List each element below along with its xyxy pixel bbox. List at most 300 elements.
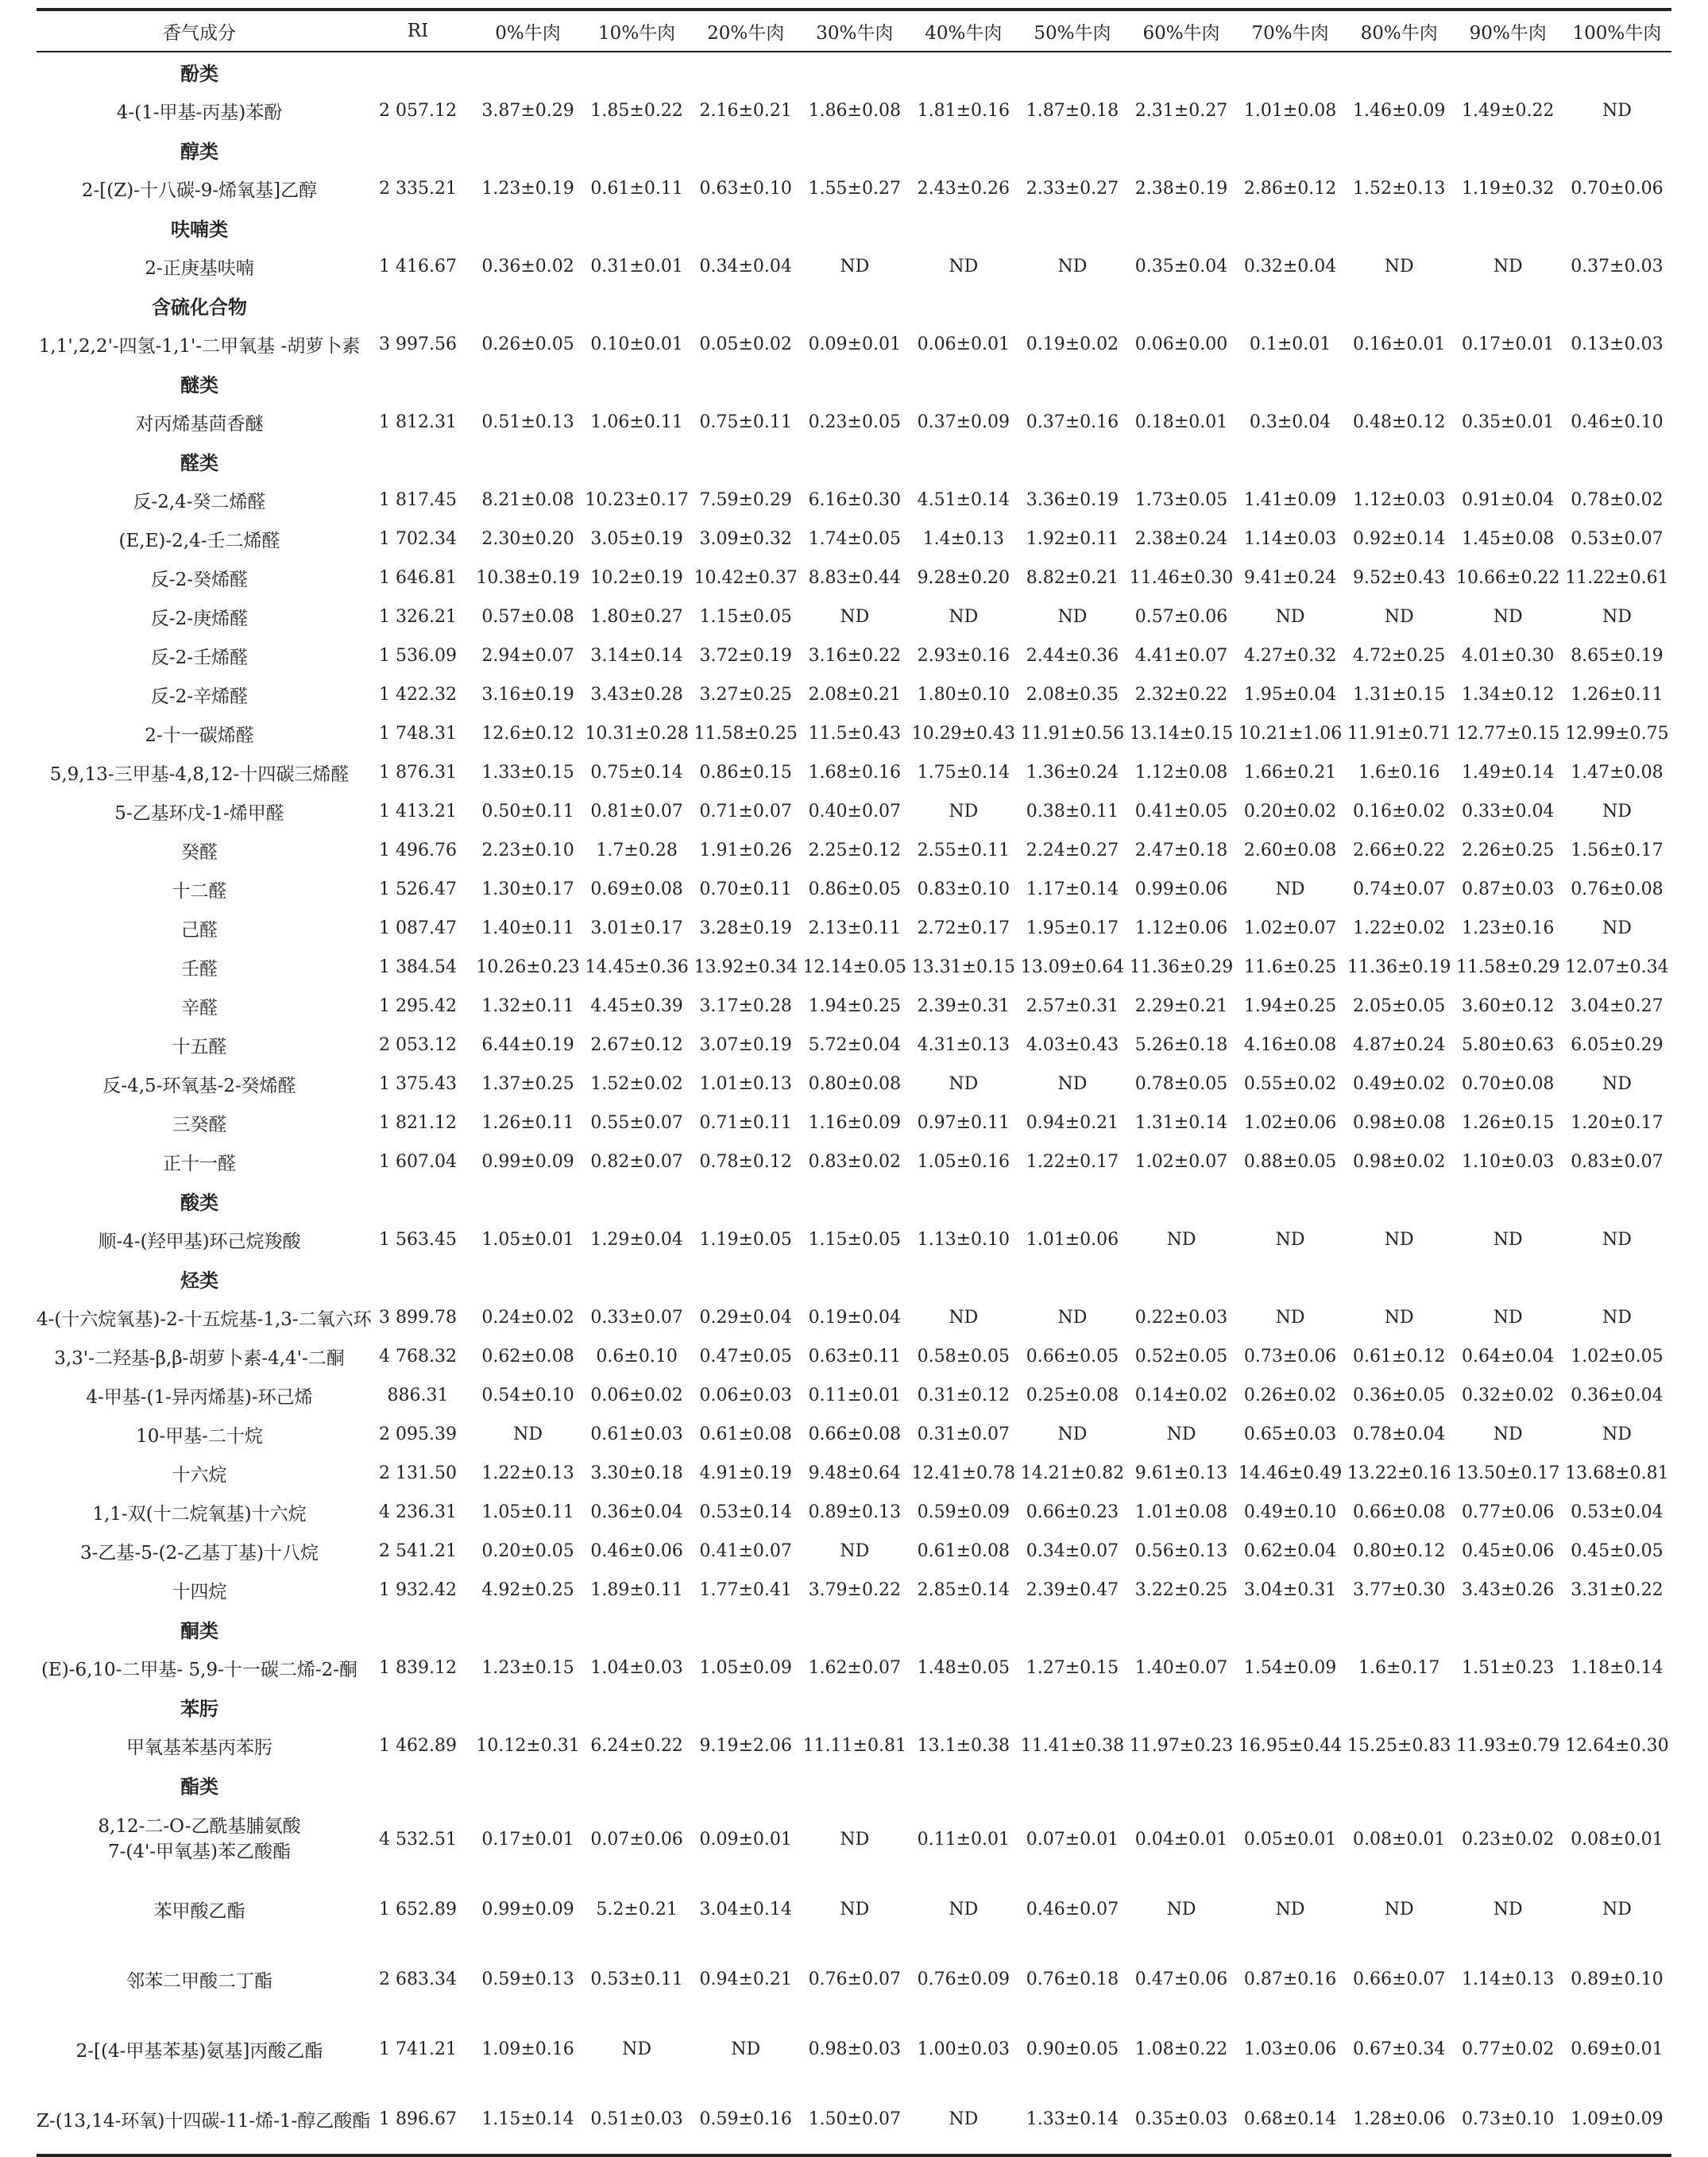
- concentration-cell: 0.76±0.08: [1571, 879, 1664, 899]
- empty-cell: [1563, 364, 1671, 403]
- category-label: 醇类: [180, 140, 218, 163]
- table-row: [37, 520, 1671, 559]
- concentration-cell: 1.81±0.16: [917, 101, 1011, 121]
- concentration-cell: 1.22±0.17: [1026, 1152, 1119, 1172]
- table-row: [37, 1532, 1671, 1571]
- empty-cell: [1126, 1181, 1235, 1220]
- concentration-cell: 8.83±0.44: [808, 568, 901, 588]
- ri-value: 2 541.21: [379, 1541, 457, 1561]
- table-row: [37, 1454, 1671, 1493]
- empty-cell: [362, 208, 473, 247]
- concentration-cell: ND: [1602, 101, 1632, 121]
- concentration-cell: 11.6±0.25: [1243, 957, 1337, 977]
- col-header-beef-70: 70%牛肉: [1236, 10, 1345, 52]
- category-row: [37, 286, 1671, 325]
- concentration-cell: ND: [840, 1899, 870, 1919]
- concentration-cell: 0.99±0.09: [481, 1152, 574, 1172]
- empty-cell: [1236, 130, 1345, 169]
- concentration-cell: 0.74±0.07: [1352, 879, 1446, 899]
- table-row: [37, 870, 1671, 909]
- concentration-cell: 8.21±0.08: [481, 490, 574, 510]
- ri-value: 1 295.42: [379, 996, 457, 1016]
- concentration-cell: 0.04±0.01: [1134, 1829, 1228, 1850]
- empty-cell: [1126, 130, 1235, 169]
- concentration-cell: ND: [1057, 1074, 1088, 1094]
- empty-cell: [1454, 1687, 1563, 1726]
- empty-cell: [1454, 442, 1563, 481]
- category-label: 醛类: [180, 451, 218, 474]
- concentration-cell: 0.19±0.04: [808, 1308, 901, 1328]
- col-header-beef-60: 60%牛肉: [1126, 10, 1235, 52]
- ri-value: 1 741.21: [379, 2039, 457, 2059]
- empty-cell: [1126, 442, 1235, 481]
- concentration-cell: 0.29±0.04: [699, 1308, 792, 1328]
- concentration-cell: 0.37±0.03: [1571, 257, 1664, 276]
- concentration-cell: 0.87±0.03: [1462, 879, 1555, 899]
- empty-cell: [1236, 1259, 1345, 1298]
- concentration-cell: 0.36±0.02: [481, 257, 574, 276]
- ri-value: 1 384.54: [379, 957, 457, 977]
- empty-cell: [909, 1610, 1018, 1649]
- concentration-cell: 0.09±0.01: [808, 334, 901, 354]
- concentration-cell: 0.66±0.23: [1026, 1502, 1119, 1522]
- empty-cell: [1563, 1259, 1671, 1298]
- category-row: [37, 364, 1671, 403]
- empty-cell: [1236, 52, 1345, 91]
- concentration-cell: ND: [1166, 1230, 1196, 1250]
- concentration-cell: 0.89±0.13: [808, 1502, 901, 1522]
- compound-name: 反-2,4-癸二烯醛: [133, 492, 266, 512]
- concentration-cell: 1.01±0.08: [1134, 1502, 1228, 1522]
- concentration-cell: 0.77±0.02: [1462, 2039, 1555, 2059]
- concentration-cell: 2.26±0.25: [1462, 841, 1555, 860]
- concentration-cell: 0.59±0.09: [917, 1502, 1011, 1522]
- concentration-cell: ND: [949, 257, 979, 276]
- col-header-beef-30: 30%牛肉: [800, 10, 909, 52]
- concentration-cell: 0.78±0.04: [1352, 1424, 1446, 1444]
- empty-cell: [691, 130, 800, 169]
- empty-cell: [1236, 364, 1345, 403]
- concentration-cell: 10.23±0.17: [585, 490, 689, 510]
- concentration-cell: ND: [1602, 1424, 1632, 1444]
- ri-value: 886.31: [387, 1386, 449, 1405]
- concentration-cell: 1.56±0.17: [1571, 841, 1664, 860]
- ri-value: 1 896.67: [362, 2084, 473, 2155]
- concentration-cell: ND: [1602, 1074, 1632, 1094]
- compound-name: 反-2-壬烯醛: [150, 647, 249, 668]
- concentration-cell: 2.66±0.22: [1352, 841, 1446, 860]
- concentration-cell: 3.04±0.27: [1571, 996, 1664, 1016]
- concentration-cell: 0.73±0.10: [1454, 2084, 1563, 2155]
- empty-cell: [800, 1765, 909, 1804]
- concentration-cell: 3.31±0.22: [1571, 1580, 1664, 1600]
- concentration-cell: 0.70±0.06: [1571, 179, 1664, 199]
- concentration-cell: 0.76±0.09: [917, 1969, 1011, 1989]
- category-row: [37, 1181, 1671, 1220]
- concentration-cell: 11.5±0.43: [808, 724, 901, 744]
- concentration-cell: 0.34±0.07: [1026, 1541, 1119, 1561]
- empty-cell: [362, 1765, 473, 1804]
- ri-value: 2 131.50: [379, 1463, 457, 1483]
- table-row: [37, 2084, 1671, 2155]
- concentration-cell: 3.87±0.29: [481, 101, 574, 121]
- category-row: [37, 1610, 1671, 1649]
- ri-value: 1 652.89: [379, 1899, 457, 1919]
- ri-value: 1 839.12: [379, 1658, 457, 1678]
- ri-value: 4 768.32: [379, 1347, 457, 1366]
- concentration-cell: 3.09±0.32: [699, 529, 792, 549]
- empty-cell: [582, 130, 691, 169]
- concentration-cell: 1.41±0.09: [1243, 490, 1337, 510]
- compound-name: Z-(13,14-环氧)十四碳-11-烯-1-醇乙酸酯: [37, 2084, 362, 2155]
- concentration-cell: 1.49±0.22: [1462, 101, 1555, 121]
- compound-name: 3,3'-二羟基-β,β-胡萝卜素-4,4'-二酮: [54, 1348, 345, 1369]
- empty-cell: [473, 364, 582, 403]
- concentration-cell: 2.60±0.08: [1243, 841, 1337, 860]
- concentration-cell: 0.48±0.12: [1352, 412, 1446, 432]
- empty-cell: [1018, 1687, 1126, 1726]
- ri-value: 1 496.76: [379, 841, 457, 860]
- concentration-cell: 9.52±0.43: [1352, 568, 1446, 588]
- concentration-cell: 0.38±0.11: [1026, 802, 1119, 821]
- concentration-cell: 1.26±0.15: [1462, 1113, 1555, 1133]
- empty-cell: [1236, 1765, 1345, 1804]
- empty-cell: [582, 1765, 691, 1804]
- table-row: [37, 1298, 1671, 1337]
- concentration-cell: 0.66±0.05: [1026, 1347, 1119, 1366]
- concentration-cell: 0.18±0.01: [1134, 412, 1228, 432]
- table-row: [37, 675, 1671, 714]
- table-row: [37, 1874, 1671, 1944]
- concentration-cell: 2.93±0.16: [917, 646, 1011, 666]
- empty-cell: [473, 286, 582, 325]
- concentration-cell: 6.24±0.22: [590, 1736, 683, 1756]
- compound-name: 4-甲基-(1-异丙烯基)-环己烯: [86, 1387, 313, 1408]
- concentration-cell: 11.36±0.19: [1347, 957, 1451, 977]
- concentration-cell: 2.72±0.17: [917, 918, 1011, 938]
- compound-name-line-2: 7-(4'-甲氧基)苯乙酸酯: [107, 1842, 292, 1862]
- concentration-cell: 1.95±0.04: [1243, 685, 1337, 705]
- concentration-cell: 11.91±0.56: [1020, 724, 1125, 744]
- concentration-cell: 7.59±0.29: [699, 490, 792, 510]
- concentration-cell: 0.05±0.01: [1243, 1829, 1337, 1850]
- concentration-cell: 1.31±0.14: [1134, 1113, 1228, 1133]
- concentration-cell: ND: [1493, 1308, 1523, 1328]
- concentration-cell: 9.41±0.24: [1243, 568, 1337, 588]
- concentration-cell: ND: [1602, 1308, 1632, 1328]
- concentration-cell: 1.05±0.09: [699, 1658, 792, 1678]
- empty-cell: [473, 1181, 582, 1220]
- concentration-cell: 2.13±0.11: [808, 918, 901, 938]
- compound-name: 5,9,13-三甲基-4,8,12-十四碳三烯醛: [49, 764, 350, 785]
- concentration-cell: 8.82±0.21: [1026, 568, 1119, 588]
- empty-cell: [800, 1687, 909, 1726]
- concentration-cell: 0.94±0.21: [699, 1969, 792, 1989]
- concentration-cell: 1.47±0.08: [1571, 763, 1664, 783]
- empty-cell: [582, 1259, 691, 1298]
- compound-name: 反-2-庚烯醛: [150, 609, 249, 629]
- concentration-cell: 8.65±0.19: [1571, 646, 1664, 666]
- concentration-cell: 0.66±0.08: [808, 1424, 901, 1444]
- concentration-cell: ND: [1493, 1230, 1523, 1250]
- compound-name: 1,1-双(十二烷氧基)十六烷: [92, 1504, 307, 1525]
- empty-cell: [1345, 1687, 1454, 1726]
- table-row: [37, 1649, 1671, 1687]
- empty-cell: [473, 130, 582, 169]
- empty-cell: [362, 286, 473, 325]
- concentration-cell: 0.40±0.07: [808, 802, 901, 821]
- concentration-cell: 1.95±0.17: [1026, 918, 1119, 938]
- compound-name: 4-(十六烷氧基)-2-十五烷基-1,3-二氧六环: [37, 1309, 372, 1330]
- concentration-cell: ND: [949, 1074, 979, 1094]
- concentration-cell: ND: [909, 2084, 1018, 2155]
- concentration-cell: 1.85±0.22: [590, 101, 683, 121]
- concentration-cell: 0.36±0.04: [1571, 1386, 1664, 1405]
- concentration-cell: 1.28±0.06: [1345, 2084, 1454, 2155]
- concentration-cell: 1.12±0.08: [1134, 763, 1228, 783]
- concentration-cell: 1.23±0.16: [1462, 918, 1555, 938]
- concentration-cell: 12.77±0.15: [1456, 724, 1560, 744]
- compound-name: 10-甲基-二十烷: [136, 1426, 263, 1447]
- concentration-cell: ND: [949, 802, 979, 821]
- concentration-cell: 1.15±0.05: [699, 607, 792, 627]
- concentration-cell: 0.24±0.02: [481, 1308, 574, 1328]
- ri-value: 1 646.81: [379, 568, 457, 588]
- concentration-cell: 2.38±0.19: [1134, 179, 1228, 199]
- concentration-cell: 1.66±0.21: [1243, 763, 1337, 783]
- concentration-cell: 1.49±0.14: [1462, 763, 1555, 783]
- compound-name: 对丙烯基茴香醚: [135, 414, 264, 435]
- concentration-cell: ND: [1602, 607, 1632, 627]
- ri-value: 4 532.51: [379, 1829, 457, 1850]
- concentration-cell: 1.06±0.11: [590, 412, 683, 432]
- concentration-cell: 0.83±0.07: [1571, 1152, 1664, 1172]
- concentration-cell: 1.7±0.28: [596, 841, 678, 860]
- concentration-cell: 11.41±0.38: [1020, 1736, 1125, 1756]
- compound-name: 己醛: [181, 920, 218, 941]
- empty-cell: [582, 1610, 691, 1649]
- concentration-cell: 0.63±0.11: [808, 1347, 901, 1366]
- concentration-cell: 1.23±0.19: [481, 179, 574, 199]
- concentration-cell: 0.19±0.02: [1026, 334, 1119, 354]
- concentration-cell: ND: [1602, 1230, 1632, 1250]
- concentration-cell: 14.46±0.49: [1238, 1463, 1343, 1483]
- concentration-cell: 0.08±0.01: [1352, 1829, 1446, 1850]
- concentration-cell: 1.22±0.02: [1352, 918, 1446, 938]
- concentration-cell: ND: [513, 1424, 543, 1444]
- empty-cell: [1126, 364, 1235, 403]
- col-header-ri: RI: [362, 10, 473, 52]
- concentration-cell: 0.37±0.16: [1026, 412, 1119, 432]
- concentration-cell: 0.54±0.10: [481, 1386, 574, 1405]
- compound-name: 十五醛: [172, 1037, 227, 1057]
- empty-cell: [1563, 1687, 1671, 1726]
- concentration-cell: ND: [1493, 1899, 1523, 1919]
- concentration-cell: 1.34±0.12: [1462, 685, 1555, 705]
- concentration-cell: 4.01±0.30: [1462, 646, 1555, 666]
- concentration-cell: 13.1±0.38: [917, 1736, 1011, 1756]
- table-row: [37, 1571, 1671, 1610]
- concentration-cell: 0.41±0.05: [1134, 802, 1228, 821]
- ri-value: 1 607.04: [379, 1152, 457, 1172]
- concentration-cell: 1.01±0.13: [699, 1074, 792, 1094]
- table-row: [37, 714, 1671, 753]
- compound-name: 甲氧基苯基丙苯肟: [126, 1738, 272, 1758]
- concentration-cell: 0.46±0.06: [590, 1541, 683, 1561]
- concentration-cell: 2.57±0.31: [1026, 996, 1119, 1016]
- concentration-cell: 3.14±0.14: [590, 646, 683, 666]
- concentration-cell: 11.36±0.29: [1129, 957, 1234, 977]
- concentration-cell: 1.02±0.07: [1243, 918, 1337, 938]
- empty-cell: [800, 1259, 909, 1298]
- concentration-cell: 1.00±0.03: [917, 2039, 1011, 2059]
- empty-cell: [1018, 1765, 1126, 1804]
- concentration-cell: 3.27±0.25: [699, 685, 792, 705]
- concentration-cell: ND: [840, 1829, 870, 1850]
- concentration-cell: 0.82±0.07: [590, 1152, 683, 1172]
- concentration-cell: 0.70±0.08: [1462, 1074, 1555, 1094]
- concentration-cell: 1.05±0.11: [481, 1502, 574, 1522]
- concentration-cell: ND: [1166, 1424, 1196, 1444]
- concentration-cell: 4.92±0.25: [481, 1580, 574, 1600]
- concentration-cell: 0.70±0.11: [699, 879, 792, 899]
- concentration-cell: 0.53±0.14: [699, 1502, 792, 1522]
- concentration-cell: 2.39±0.31: [917, 996, 1011, 1016]
- compound-name: 反-2-辛烯醛: [150, 686, 249, 707]
- concentration-cell: 0.78±0.02: [1571, 490, 1664, 510]
- concentration-cell: 0.94±0.21: [1026, 1113, 1119, 1133]
- concentration-cell: 6.44±0.19: [481, 1035, 574, 1055]
- table-row: [37, 1142, 1671, 1181]
- concentration-cell: 11.11±0.81: [802, 1736, 906, 1756]
- table-row: [37, 1493, 1671, 1532]
- ri-value: 1 326.21: [379, 607, 457, 627]
- concentration-cell: 1.17±0.14: [1026, 879, 1119, 899]
- col-header-component: 香气成分: [37, 10, 362, 52]
- concentration-cell: 0.50±0.11: [481, 802, 574, 821]
- concentration-cell: 0.83±0.02: [808, 1152, 901, 1172]
- concentration-cell: 0.55±0.07: [590, 1113, 683, 1133]
- concentration-cell: 4.91±0.19: [699, 1463, 792, 1483]
- ri-value: 1 821.12: [379, 1113, 457, 1133]
- concentration-cell: ND: [1493, 1424, 1523, 1444]
- concentration-cell: 1.37±0.25: [481, 1074, 574, 1094]
- ri-value: 1 932.42: [379, 1580, 457, 1600]
- concentration-cell: 1.26±0.11: [481, 1113, 574, 1133]
- concentration-cell: 0.07±0.06: [590, 1829, 683, 1850]
- concentration-cell: 2.94±0.07: [481, 646, 574, 666]
- empty-cell: [1345, 286, 1454, 325]
- ri-value: 1 413.21: [379, 802, 457, 821]
- concentration-cell: 0.14±0.02: [1134, 1386, 1228, 1405]
- empty-cell: [691, 1259, 800, 1298]
- concentration-cell: 0.31±0.12: [917, 1386, 1011, 1405]
- col-header-beef-50: 50%牛肉: [1018, 10, 1126, 52]
- table-row: [37, 403, 1671, 442]
- concentration-cell: 0.87±0.16: [1243, 1969, 1337, 1989]
- empty-cell: [1236, 208, 1345, 247]
- empty-cell: [800, 442, 909, 481]
- compound-name-line-1: 8,12-二-O-乙酰基脯氨酸: [98, 1816, 301, 1837]
- concentration-cell: 0.71±0.11: [699, 1113, 792, 1133]
- concentration-cell: 0.55±0.02: [1243, 1074, 1337, 1094]
- empty-cell: [691, 286, 800, 325]
- concentration-cell: ND: [1057, 607, 1088, 627]
- concentration-cell: 2.31±0.27: [1134, 101, 1228, 121]
- empty-cell: [1345, 1765, 1454, 1804]
- concentration-cell: 0.64±0.04: [1462, 1347, 1555, 1366]
- concentration-cell: 0.47±0.06: [1134, 1969, 1228, 1989]
- concentration-cell: 1.20±0.17: [1571, 1113, 1664, 1133]
- concentration-cell: 1.89±0.11: [590, 1580, 683, 1600]
- concentration-cell: 2.38±0.24: [1134, 529, 1228, 549]
- concentration-cell: 4.72±0.25: [1352, 646, 1446, 666]
- concentration-cell: 0.51±0.03: [582, 2084, 691, 2155]
- empty-cell: [800, 286, 909, 325]
- category-row: [37, 1765, 1671, 1804]
- concentration-cell: ND: [949, 1308, 979, 1328]
- concentration-cell: 9.61±0.13: [1134, 1463, 1228, 1483]
- compound-name: (E,E)-2,4-壬二烯醛: [118, 531, 280, 551]
- empty-cell: [1126, 208, 1235, 247]
- ri-value: 1 462.89: [379, 1736, 457, 1756]
- empty-cell: [1454, 1259, 1563, 1298]
- ri-value: 4 236.31: [379, 1502, 457, 1522]
- empty-cell: [582, 208, 691, 247]
- empty-cell: [1236, 442, 1345, 481]
- empty-cell: [362, 130, 473, 169]
- table-row: [37, 2014, 1671, 2084]
- ri-value: 1 416.67: [379, 257, 457, 276]
- concentration-cell: 1.14±0.03: [1243, 529, 1337, 549]
- concentration-cell: 0.31±0.01: [590, 257, 683, 276]
- concentration-cell: ND: [1602, 1899, 1632, 1919]
- concentration-cell: 0.26±0.05: [481, 334, 574, 354]
- concentration-cell: 1.15±0.05: [808, 1230, 901, 1250]
- empty-cell: [473, 1610, 582, 1649]
- concentration-cell: 0.37±0.09: [917, 412, 1011, 432]
- concentration-cell: 1.55±0.27: [808, 179, 901, 199]
- concentration-cell: 2.85±0.14: [917, 1580, 1011, 1600]
- empty-cell: [1018, 52, 1126, 91]
- col-header-beef-100: 100%牛肉: [1563, 10, 1671, 52]
- concentration-cell: 13.14±0.15: [1129, 724, 1234, 744]
- compound-name: 3-乙基-5-(2-乙基丁基)十八烷: [80, 1543, 319, 1564]
- compound-name: 十四烷: [172, 1582, 227, 1602]
- table-row: [37, 247, 1671, 286]
- empty-cell: [909, 1765, 1018, 1804]
- empty-cell: [1018, 130, 1126, 169]
- concentration-cell: 3.04±0.14: [699, 1899, 792, 1919]
- empty-cell: [800, 52, 909, 91]
- empty-cell: [1345, 1181, 1454, 1220]
- concentration-cell: ND: [1384, 607, 1414, 627]
- concentration-cell: 11.91±0.71: [1347, 724, 1451, 744]
- concentration-cell: 1.62±0.07: [808, 1658, 901, 1678]
- concentration-cell: 2.32±0.22: [1134, 685, 1228, 705]
- empty-cell: [909, 52, 1018, 91]
- category-label: 酸类: [180, 1191, 218, 1214]
- concentration-cell: 3.60±0.12: [1462, 996, 1555, 1016]
- category-label: 苯肟: [180, 1697, 218, 1720]
- concentration-cell: 11.58±0.29: [1456, 957, 1560, 977]
- empty-cell: [1454, 286, 1563, 325]
- concentration-cell: 0.45±0.06: [1462, 1541, 1555, 1561]
- category-label: 酮类: [180, 1619, 218, 1642]
- concentration-cell: 0.08±0.01: [1571, 1829, 1664, 1850]
- concentration-cell: 0.98±0.08: [1352, 1113, 1446, 1133]
- empty-cell: [800, 1181, 909, 1220]
